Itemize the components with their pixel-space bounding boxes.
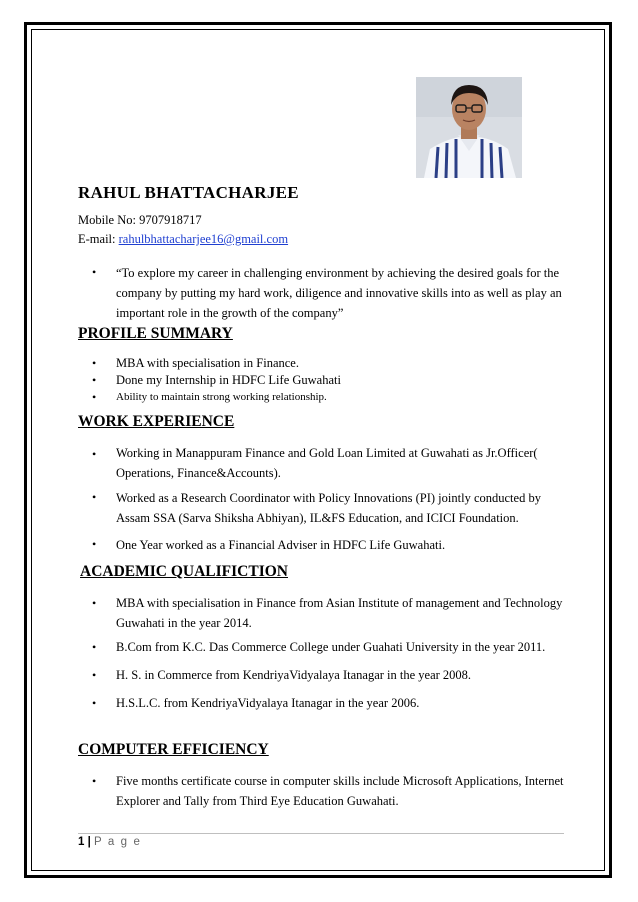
objective-text: “To explore my career in challenging environment by achieving the desired goals for the company by putting my hard work, diligence and innovative skills into as well as play an important role in the growth of the company” (116, 266, 562, 320)
list-item: Working in Manappuram Finance and Gold Loan Limited at Guwahati as Jr.Officer( Operations, Finance&Accounts). (116, 446, 538, 480)
list-item: MBA with specialisation in Finance. (116, 356, 299, 370)
page-separator: | (87, 836, 91, 848)
page-number: 1 (78, 836, 85, 848)
list-item: Five months certificate course in computer skills include Microsoft Applications, Internet Explorer and Tally from Third Eye Education Guwahati. (116, 774, 564, 808)
bullet: • (92, 390, 97, 404)
bullet: • (92, 696, 97, 710)
footer-divider (78, 833, 564, 834)
bullet: • (92, 537, 97, 551)
list-item: MBA with specialisation in Finance from Asian Institute of management and Technology Guwahati in the year 2014. (116, 596, 563, 630)
section-heading-profile-summary: PROFILE SUMMARY (78, 325, 233, 342)
email-line (78, 232, 288, 247)
profile-photo (416, 77, 522, 178)
list-item: H. S. in Commerce from KendriyaVidyalaya Itanagar in the year 2008. (116, 668, 472, 682)
bullet: • (92, 265, 97, 279)
list-item: B.Com from K.C. Das Commerce College under Guahati University in the year 2011. (116, 640, 546, 654)
bullet: • (92, 596, 97, 610)
email-link[interactable]: rahulbhattacharjee16@gmail.com (118, 232, 289, 246)
email-label: E-mail: (78, 232, 116, 246)
mobile-number: Mobile No: 9707918717 (78, 213, 202, 227)
list-item: Ability to maintain strong working relationship. (116, 391, 327, 403)
list-item: H.S.L.C. from KendriyaVidyalaya Itanagar in the year 2006. (116, 696, 420, 710)
bullet: • (92, 356, 97, 370)
bullet: • (92, 490, 97, 504)
section-heading-computer-efficiency: COMPUTER EFFICIENCY (78, 741, 269, 758)
bullet: • (92, 774, 97, 788)
bullet: • (92, 447, 97, 461)
list-item: One Year worked as a Financial Adviser in HDFC Life Guwahati. (116, 538, 446, 552)
bullet: • (92, 640, 97, 654)
bullet: • (92, 373, 97, 387)
page-label: P a g e (94, 836, 142, 848)
bullet: • (92, 668, 97, 682)
candidate-name: RAHUL BHATTACHARJEE (78, 183, 299, 202)
section-heading-academic: ACADEMIC QUALIFICTION (80, 563, 288, 580)
page-footer (78, 836, 141, 848)
list-item: Done my Internship in HDFC Life Guwahati (116, 373, 341, 387)
list-item: Worked as a Research Coordinator with Policy Innovations (PI) jointly conducted by Assam SSA (Sarva Shiksha Abhiyan), IL&FS Education, and ICICI Foundation. (116, 491, 541, 525)
section-heading-work-experience: WORK EXPERIENCE (78, 413, 235, 430)
